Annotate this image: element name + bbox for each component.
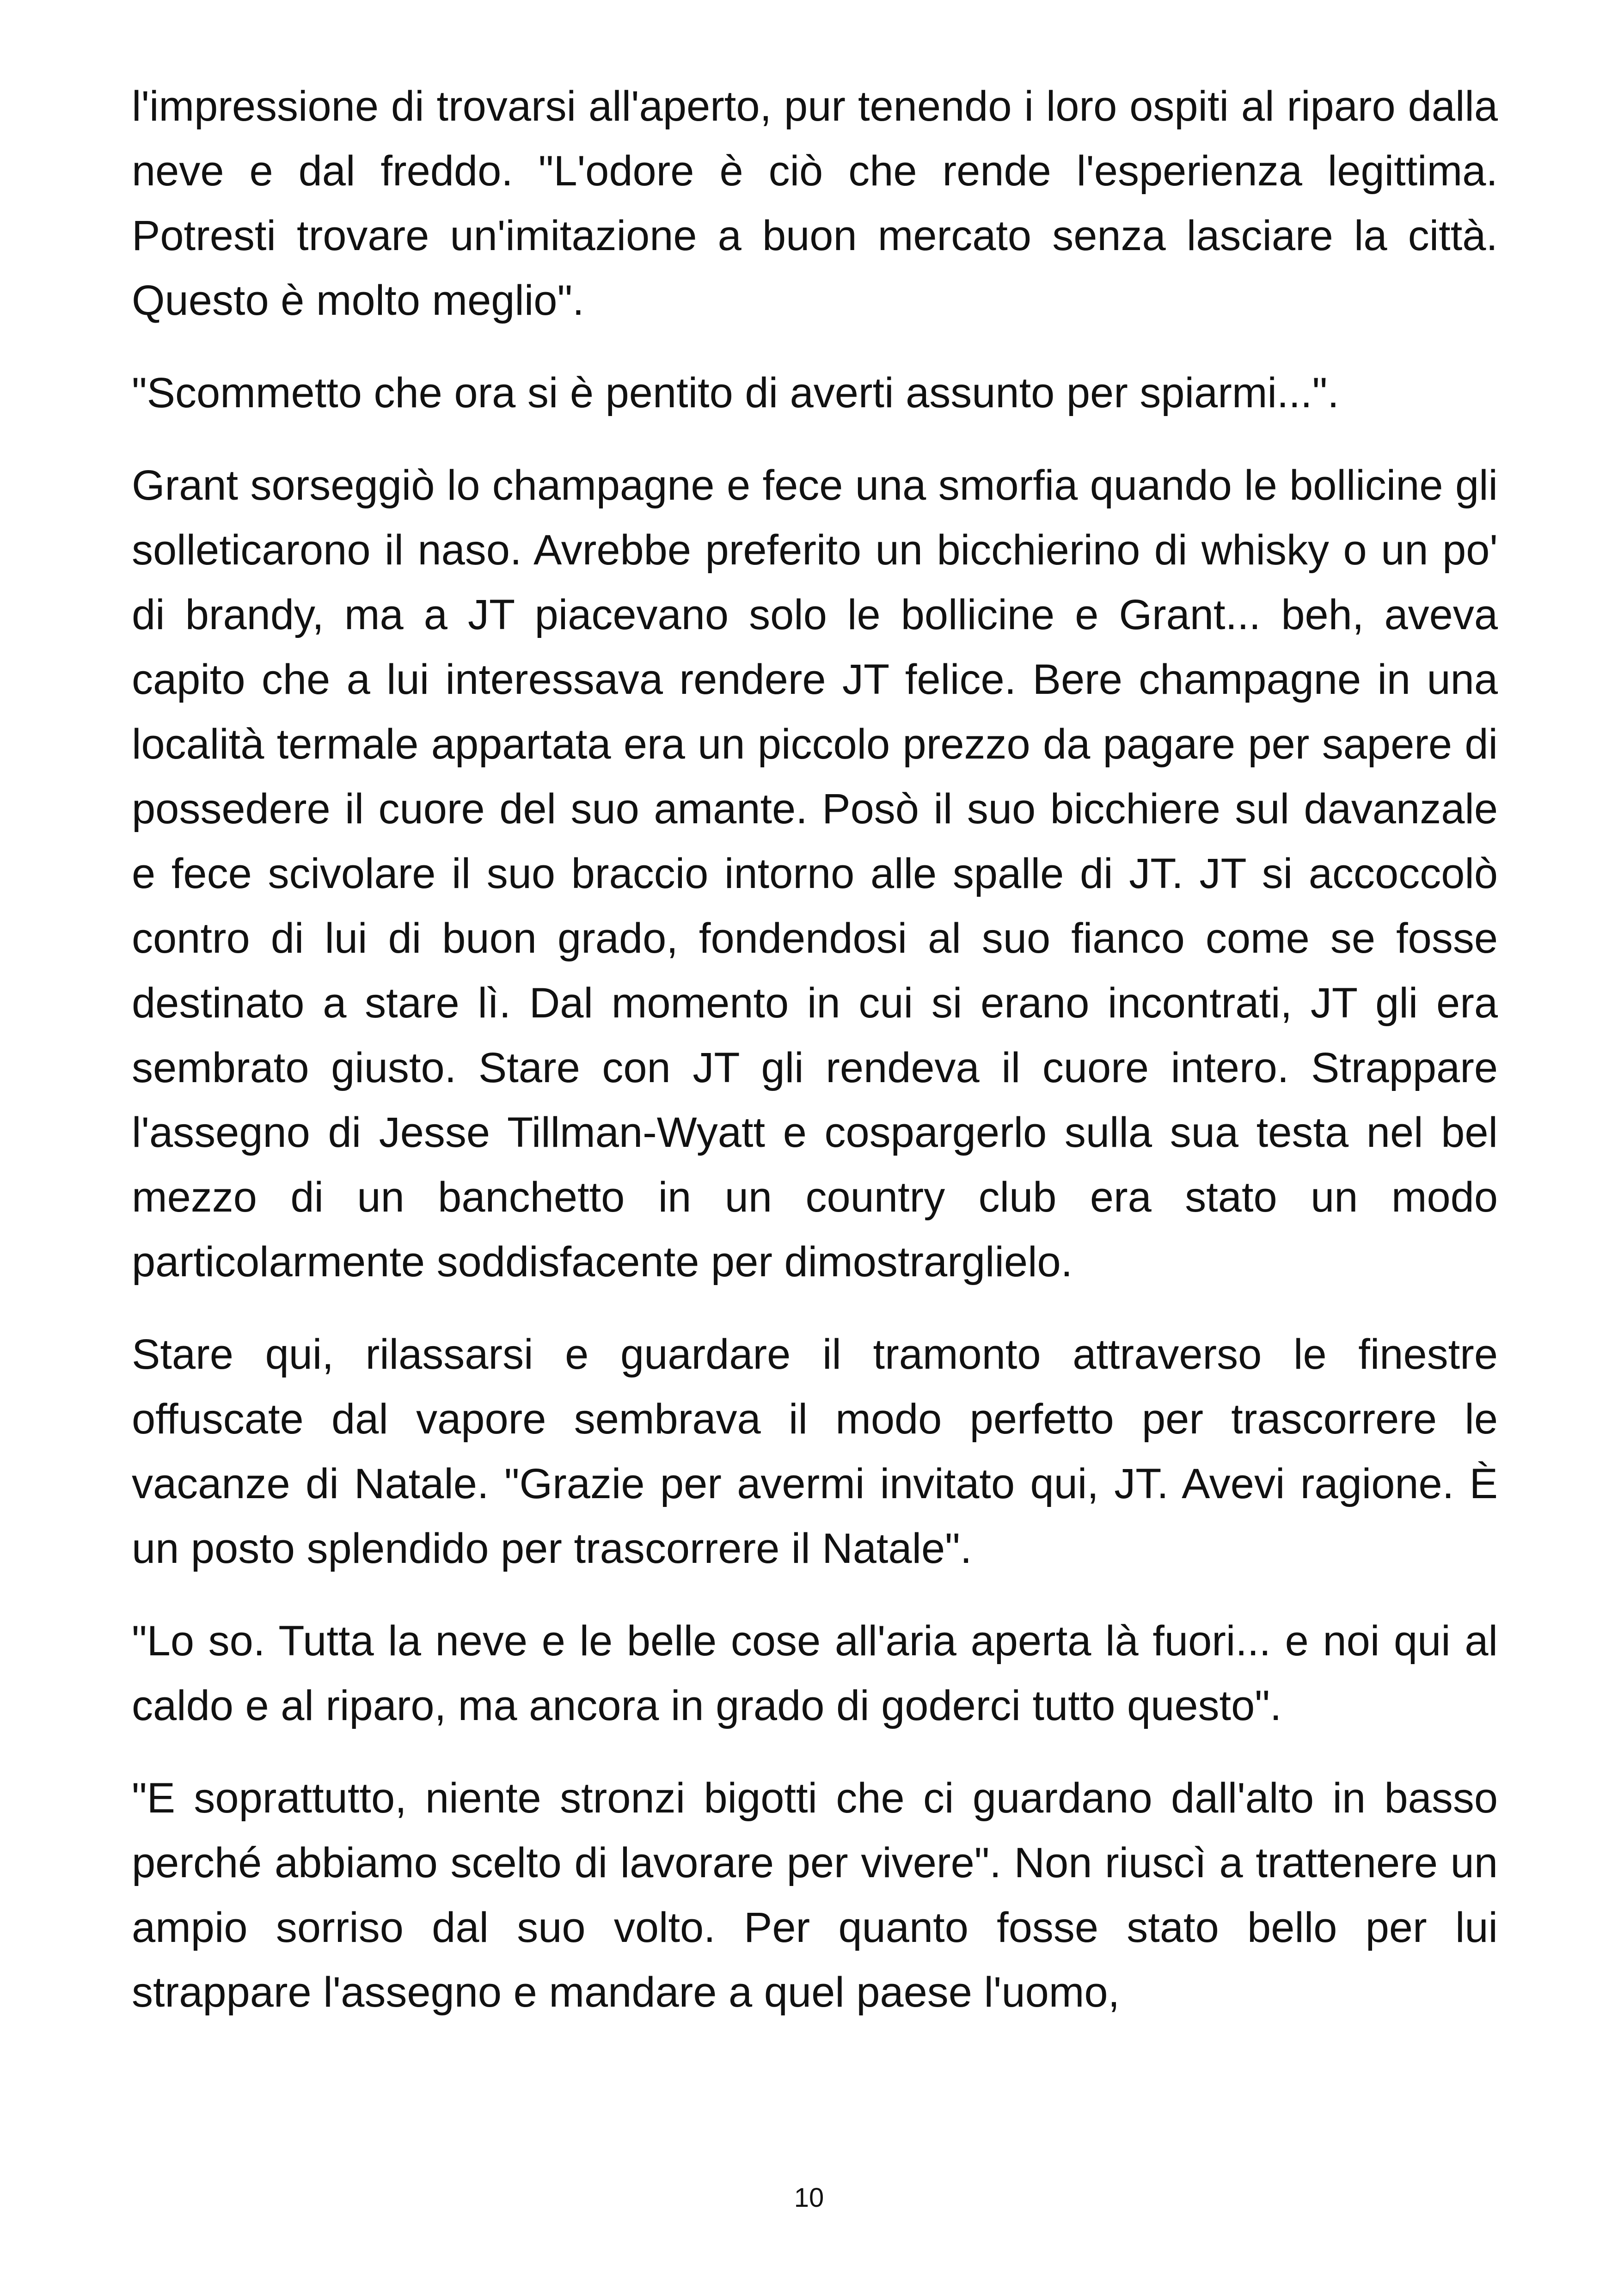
page-body xyxy=(132,74,1498,2052)
paragraph: Grant sorseggiò lo champagne e fece una smorfia quando le bollicine gli solleticarono il naso. Avrebbe preferito un bicchierino di whisky o un po' di brandy, ma a JT piacevano solo le bollicine e Grant... beh, aveva capito che a lui interessava rendere JT felice. Bere champagne in una località termale appartata era un piccolo prezzo da pagare per sapere di possedere il cuore del suo amante. Posò il suo bicchiere sul davanzale e fece scivolare il suo braccio intorno alle spalle di JT. JT si accoccolò contro di lui di buon grado, fondendosi al suo fianco come se fosse destinato a stare lì. Dal momento in cui si erano incontrati, JT gli era sembrato giusto. Stare con JT gli rendeva il cuore intero. Strappare l'assegno di Jesse Tillman-Wyatt e cospargerlo sulla sua testa nel bel mezzo di un banchetto in un country club era stato un modo particolarmente soddisfacente per dimostrarglielo. xyxy=(132,462,1498,1286)
paragraph: "Lo so. Tutta la neve e le belle cose all'aria aperta là fuori... e noi qui al caldo e al riparo, ma ancora in grado di goderci tutto questo". xyxy=(132,1617,1498,1729)
paragraph: "E soprattutto, niente stronzi bigotti che ci guardano dall'alto in basso perché abbiamo scelto di lavorare per vivere". Non riuscì a trattenere un ampio sorriso dal suo volto. Per quanto fosse stato bello per lui strappare l'assegno e mandare a quel paese l'uomo, xyxy=(132,1775,1498,2016)
paragraph: l'impressione di trovarsi all'aperto, pur tenendo i loro ospiti al riparo dalla neve e dal freddo. "L'odore è ciò che rende l'esperienza legittima. Potresti trovare un'imitazione a buon mercato senza lasciare la città. Questo è molto meglio". xyxy=(132,83,1498,324)
paragraph: "Scommetto che ora si è pentito di averti assunto per spiarmi...". xyxy=(132,369,1339,416)
page-number: 10 xyxy=(794,2183,824,2213)
paragraph: Stare qui, rilassarsi e guardare il tramonto attraverso le finestre offuscate dal vapore sembrava il modo perfetto per trascorrere le vacanze di Natale. "Grazie per avermi invitato qui, JT. Avevi ragione. È un posto splendido per trascorrere il Natale". xyxy=(132,1331,1498,1572)
